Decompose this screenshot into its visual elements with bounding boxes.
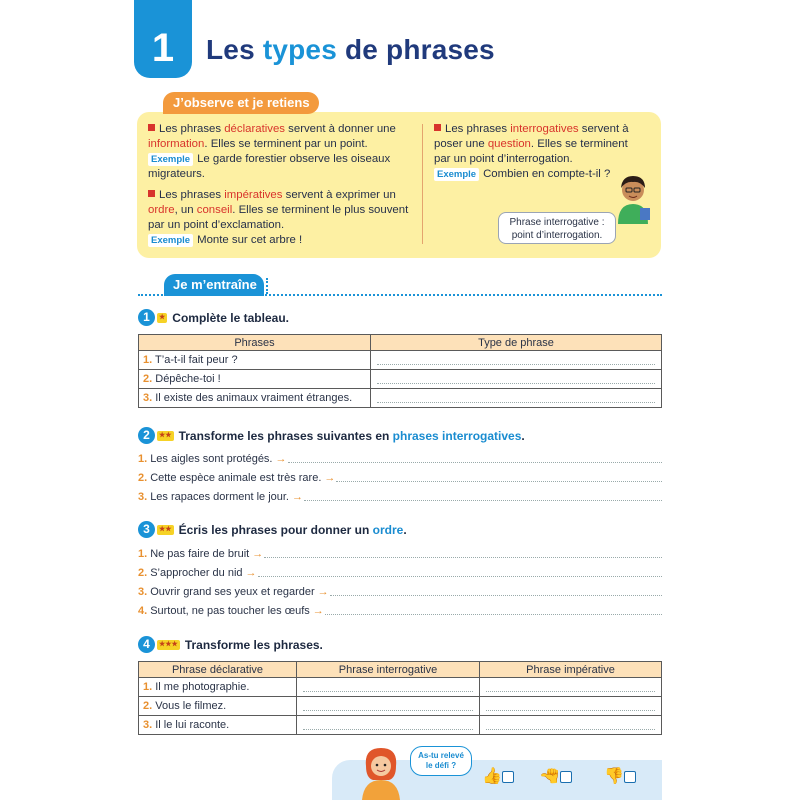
item-number: 2.: [138, 567, 148, 579]
item-number: 3.: [138, 491, 148, 503]
item-number: 4.: [138, 605, 148, 617]
item-number: 3.: [143, 392, 153, 404]
girl-character-icon: [356, 744, 406, 800]
keyword: ordre: [148, 204, 175, 216]
sentence-cell: [139, 716, 297, 735]
list-item: [138, 579, 662, 598]
rating-checkbox[interactable]: [560, 771, 572, 783]
thumbs-sideways-icon: 👍: [541, 766, 559, 786]
table-header-row: [139, 335, 662, 351]
exercise-number: 3: [138, 521, 155, 538]
answer-cell[interactable]: [297, 697, 480, 716]
answer-line[interactable]: [325, 614, 662, 615]
rules-left-column: [148, 122, 410, 254]
difficulty-stars: ★: [159, 313, 166, 321]
sentence: Il existe des animaux vraiment étranges.: [155, 392, 353, 404]
keyword: impératives: [224, 189, 283, 201]
column-header: Phrase interrogative: [297, 662, 480, 678]
text: Les phrases: [159, 123, 225, 135]
bullet-square-icon: [148, 124, 155, 131]
thumbs-up-icon: 👍: [482, 768, 502, 785]
bullet-square-icon: [434, 124, 441, 131]
exercise-number: 2: [138, 427, 155, 444]
example-text: Monte sur cet arbre !: [197, 234, 303, 246]
list-item: [138, 598, 662, 617]
list-item: [138, 560, 662, 579]
example-text: Le garde forestier observe les oiseaux migrateurs.: [148, 153, 391, 180]
exercise-4-header: [138, 636, 323, 653]
text: servent à poser une: [434, 123, 629, 150]
sentence: Vous le filmez.: [155, 700, 227, 712]
answer-line[interactable]: [304, 500, 662, 501]
sentence: Les aigles sont protégés.: [150, 453, 273, 465]
list-item: [138, 541, 662, 560]
sentence-cell: [139, 389, 371, 408]
example-text: Combien en compte-t-il ?: [483, 168, 611, 180]
rating-checkbox[interactable]: [502, 771, 514, 783]
rating-checkbox[interactable]: [624, 771, 636, 783]
instruction: .: [403, 522, 407, 537]
page-title: [206, 34, 495, 66]
arrow-right-icon: →: [324, 472, 336, 484]
keyword: information: [148, 138, 205, 150]
arrow-right-icon: →: [252, 548, 264, 560]
column-divider: [422, 124, 423, 244]
item-number: 1.: [143, 354, 153, 366]
answer-line[interactable]: [258, 576, 662, 577]
exercise-number: 4: [138, 636, 155, 653]
item-number: 3.: [138, 586, 148, 598]
instruction: Transforme les phrases suivantes en: [178, 428, 390, 443]
item-number: 1.: [138, 453, 148, 465]
practice-tag: Je m’entraîne: [164, 274, 264, 296]
example-badge: Exemple: [434, 168, 479, 181]
arrow-right-icon: →: [292, 491, 303, 503]
exercise-3-list: [138, 541, 662, 617]
item-number: 2.: [143, 700, 153, 712]
difficulty-stars: ★★★: [159, 640, 178, 648]
table-row: [139, 370, 662, 389]
table-row: [139, 678, 662, 697]
bubble-line: point d’interrogation.: [511, 230, 603, 241]
sentence-cell: [139, 678, 297, 697]
answer-line[interactable]: [336, 481, 662, 482]
title-highlight: types: [262, 34, 337, 65]
dotted-divider: [138, 294, 662, 296]
column-header: Type de phrase: [371, 335, 662, 351]
bullet-square-icon: [148, 190, 155, 197]
exercise-3-header: [138, 521, 407, 538]
answer-cell[interactable]: [480, 678, 662, 697]
rule-imperative: [148, 188, 410, 248]
sentence: Il me photographie.: [155, 681, 250, 693]
answer-line[interactable]: [288, 462, 663, 463]
sentence-cell: [139, 370, 371, 389]
speech-bubble: [498, 212, 616, 244]
text: . Elles se terminent par un point d’interrogation.: [434, 138, 628, 165]
sentence-cell: [139, 351, 371, 370]
instruction: .: [521, 428, 525, 443]
sentence-cell: [139, 697, 297, 716]
table-row: [139, 716, 662, 735]
title-part: de phrases: [336, 34, 495, 65]
rating-bad[interactable]: [604, 766, 636, 786]
table-row: [139, 697, 662, 716]
sentence: Ne pas faire de bruit: [150, 548, 250, 560]
bubble-line: As-tu relevé: [418, 751, 464, 760]
text: Les phrases: [159, 189, 225, 201]
boy-character-icon: [610, 170, 656, 224]
exercise-1-table: [138, 334, 662, 408]
instruction-highlight: ordre: [372, 522, 404, 537]
list-item: [138, 484, 662, 503]
column-header: Phrases: [139, 335, 371, 351]
text: servent à donner une: [285, 123, 396, 135]
arrow-right-icon: →: [317, 586, 329, 598]
thumbs-down-icon: 👎: [604, 768, 624, 785]
instruction: Écris les phrases pour donner un: [178, 522, 370, 537]
instruction-highlight: phrases interrogatives: [392, 428, 522, 443]
answer-cell[interactable]: [371, 370, 662, 389]
keyword: question: [487, 138, 531, 150]
keyword: interrogatives: [510, 123, 579, 135]
answer-cell[interactable]: [480, 697, 662, 716]
bubble-line: Phrase interrogative :: [509, 217, 605, 228]
instruction: Complète le tableau.: [172, 310, 289, 325]
instruction: Transforme les phrases.: [184, 637, 323, 652]
example-badge: Exemple: [148, 234, 193, 247]
rating-good[interactable]: [482, 766, 514, 786]
answer-line[interactable]: [264, 557, 662, 558]
answer-cell[interactable]: [480, 716, 662, 735]
difficulty-stars: ★★: [159, 525, 172, 533]
text: servent à exprimer un: [282, 189, 396, 201]
arrow-right-icon: →: [275, 453, 287, 465]
sentence: T’a-t-il fait peur ?: [155, 354, 238, 366]
column-header: Phrase impérative: [480, 662, 662, 678]
keyword: conseil: [196, 204, 233, 216]
example-badge: Exemple: [148, 153, 193, 166]
sentence: Surtout, ne pas toucher les œufs: [150, 605, 310, 617]
item-number: 1.: [138, 548, 148, 560]
answer-cell[interactable]: [297, 678, 480, 697]
exercise-2-header: [138, 427, 525, 444]
exercise-number: 1: [138, 309, 155, 326]
keyword: déclaratives: [224, 123, 285, 135]
sentence: Cette espèce animale est très rare.: [150, 472, 322, 484]
answer-cell[interactable]: [371, 351, 662, 370]
challenge-bubble: [410, 746, 472, 776]
observe-tag: J’observe et je retiens: [163, 92, 319, 114]
column-header: Phrase déclarative: [139, 662, 297, 678]
exercise-2-list: [138, 446, 662, 503]
table-row: [139, 351, 662, 370]
table-row: [139, 389, 662, 408]
text: , un: [174, 204, 197, 216]
exercise-1-header: [138, 309, 289, 326]
sentence: S’approcher du nid: [150, 567, 243, 579]
item-number: 1.: [143, 681, 153, 693]
table-header-row: [139, 662, 662, 678]
sentence: Dépêche-toi !: [155, 373, 221, 385]
exercise-4-table: [138, 661, 662, 735]
sentence: Ouvrir grand ses yeux et regarder: [150, 586, 315, 598]
arrow-right-icon: →: [245, 567, 257, 579]
item-number: 3.: [143, 719, 153, 731]
lesson-number: 1: [134, 0, 192, 78]
sentence: Les rapaces dorment le jour.: [150, 491, 289, 503]
answer-cell[interactable]: [371, 389, 662, 408]
item-number: 2.: [138, 472, 148, 484]
answer-line[interactable]: [330, 595, 662, 596]
text: . Elles se terminent le plus souvent par un point d’exclamation.: [148, 204, 409, 231]
rating-medium[interactable]: [540, 766, 572, 786]
answer-cell[interactable]: [297, 716, 480, 735]
bubble-line: le défi ?: [425, 761, 457, 770]
list-item: [138, 446, 662, 465]
dotted-divider: [266, 278, 268, 294]
difficulty-stars: ★★: [159, 431, 172, 439]
text: . Elles se terminent par un point.: [204, 138, 368, 150]
item-number: 2.: [143, 373, 153, 385]
rule-declarative: [148, 122, 410, 182]
arrow-right-icon: →: [312, 605, 324, 617]
text: Les phrases: [445, 123, 511, 135]
sentence: Il le lui raconte.: [155, 719, 230, 731]
title-part: Les: [206, 34, 263, 65]
list-item: [138, 465, 662, 484]
